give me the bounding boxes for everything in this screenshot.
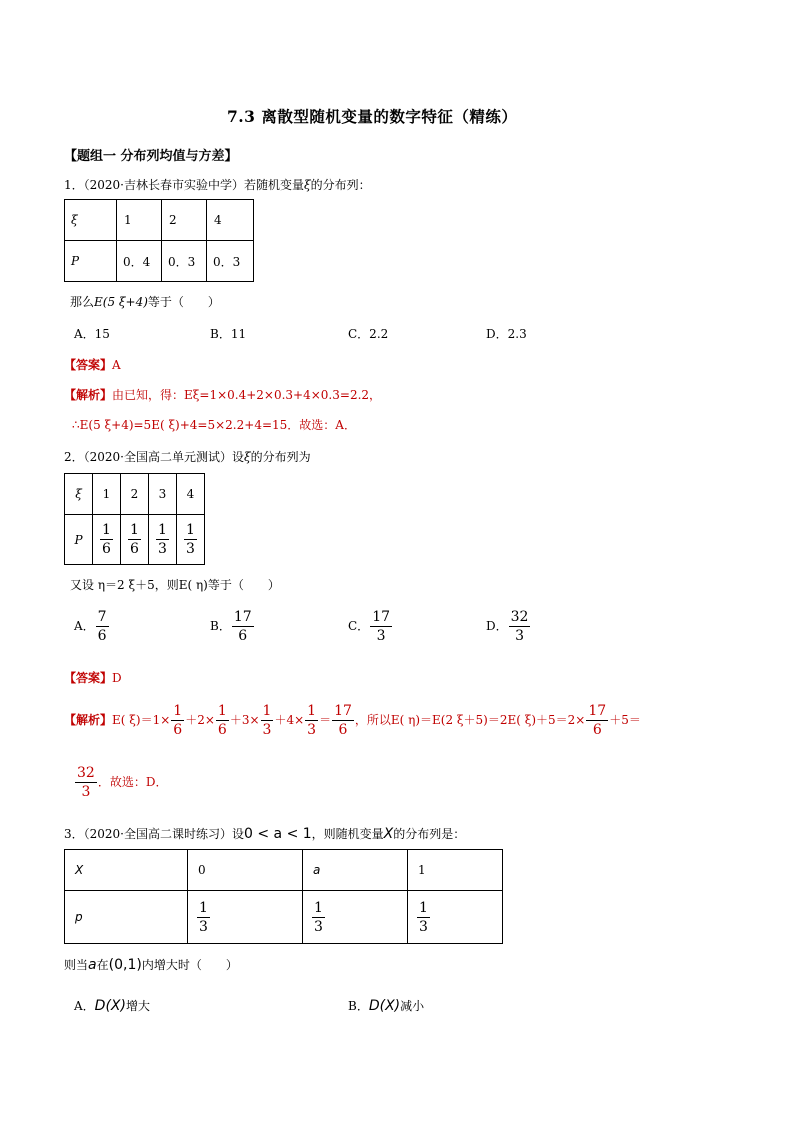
q3-option-a-text: 增大 <box>125 999 150 1013</box>
q1-table-row-values <box>65 200 254 241</box>
analysis-label: 【解析】 <box>64 713 113 727</box>
q3-stem-variable: X <box>383 826 394 842</box>
analysis-text: ＋2× <box>185 713 215 727</box>
q2-table-cell <box>121 515 149 565</box>
fraction: $\frac{7}{6}$ <box>97 609 107 644</box>
option-letter: A． <box>74 999 95 1013</box>
q3-table-cell: p <box>65 891 188 944</box>
fraction: $\frac{17}{6}$ <box>233 609 252 644</box>
fraction: $\frac{1}{3}$ <box>262 703 272 738</box>
q3-option-b <box>348 997 424 1014</box>
q2-stem <box>64 448 311 465</box>
q1-table-cell: 0．4 <box>117 241 162 282</box>
q3-table-row-probabilities <box>65 891 503 944</box>
q2-table-cell: P <box>65 515 93 565</box>
q2-answer-value: D <box>112 671 122 685</box>
page-title: 7.3 离散型随机变量的数字特征（精练） <box>227 107 518 126</box>
analysis-text: ，所以E( η)＝E(2 ξ＋5)＝2E( ξ)＋5＝2× <box>354 713 586 727</box>
fraction: $\frac{17}{6}$ <box>588 703 607 738</box>
fraction: $\frac{1}{3}$ <box>307 703 317 738</box>
section-heading: 【题组一 分布列均值与方差】 <box>64 149 238 164</box>
q3-ask-pre: 则当 <box>64 958 89 972</box>
q3-table-cell <box>303 891 408 944</box>
analysis-text: ＋3× <box>229 713 260 727</box>
fraction: $\frac{1}{3}$ <box>186 522 195 557</box>
fraction: $\frac{1}{6}$ <box>130 522 139 557</box>
q2-table-cell <box>93 515 121 565</box>
q1-table-cell: 0．3 <box>162 241 207 282</box>
answer-label: 【答案】 <box>64 358 113 372</box>
q3-option-b-math: D(X) <box>368 998 401 1014</box>
q2-table-cell <box>177 515 205 565</box>
q3-ask-interval: (0,1) <box>108 957 142 973</box>
fraction: $\frac{1}{6}$ <box>173 703 183 738</box>
q1-analysis-line2: ∴E(5 ξ+4)=5E( ξ)+4=5×2.2+4=15．故选：A． <box>72 418 356 432</box>
fraction: $\frac{1}{6}$ <box>217 703 227 738</box>
q2-stem-text: 2．（2020·全国高二单元测试）设 <box>64 450 244 464</box>
q1-option-b: B．11 <box>210 327 247 341</box>
q3-table-row-values <box>65 850 503 891</box>
fraction: $\frac{32}{3}$ <box>77 765 95 800</box>
fraction: $\frac{1}{3}$ <box>419 899 428 935</box>
q1-analysis <box>64 386 381 403</box>
analysis-text: E( ξ)＝1× <box>112 713 171 727</box>
q1-table-cell: 0．3 <box>207 241 254 282</box>
q2-table-cell: 1 <box>93 474 121 515</box>
q1-analysis-expression: Eξ=1×0.4+2×0.3+4×0.3=2.2， <box>184 388 382 402</box>
q1-question <box>70 293 220 310</box>
q2-option-a <box>74 610 110 643</box>
answer-label: 【答案】 <box>64 671 113 685</box>
analysis-text: ＝ <box>319 713 332 727</box>
option-letter: A． <box>74 619 95 633</box>
option-letter: D． <box>486 619 508 633</box>
q3-stem-math: 0 < a < 1 <box>244 826 312 842</box>
q1-option-d: D．2.3 <box>486 327 527 341</box>
q1-answer <box>64 356 121 373</box>
option-letter: C． <box>348 619 370 633</box>
q3-ask-mid: 在 <box>96 958 109 972</box>
q3-ask-variable: a <box>88 957 97 973</box>
q2-analysis-line2 <box>74 766 167 799</box>
q1-analysis-text: 由已知，得： <box>112 388 185 402</box>
analysis-text: ＋4× <box>274 713 305 727</box>
q3-option-a-math: D(X) <box>94 998 126 1014</box>
q2-analysis <box>64 704 641 737</box>
q1-answer-value: A <box>112 358 121 372</box>
q3-table-cell <box>188 891 303 944</box>
q1-ask-post: 等于（ ） <box>147 295 220 309</box>
q1-stem-end: 的分布列： <box>310 178 371 192</box>
q3-ask-post: 内增大时（ ） <box>141 958 238 972</box>
q1-table-row-probabilities <box>65 241 254 282</box>
q2-table-cell: 2 <box>121 474 149 515</box>
q1-option-a: A．15 <box>74 327 110 341</box>
q2-table-row-probabilities <box>65 515 205 565</box>
fraction: $\frac{32}{3}$ <box>510 609 529 644</box>
q3-option-a <box>74 997 150 1014</box>
analysis-label: 【解析】 <box>64 388 113 402</box>
q2-question: 又设 η＝2 ξ＋5，则E( η)等于（ ） <box>70 578 280 592</box>
q3-option-b-text: 减小 <box>400 999 425 1013</box>
q1-table-cell: 4 <box>207 200 254 241</box>
fraction: $\frac{17}{6}$ <box>334 703 352 738</box>
q2-stem-symbol: ξ <box>244 450 251 464</box>
q3-table-cell <box>408 891 503 944</box>
q1-distribution-table <box>64 199 254 282</box>
q2-table-cell <box>149 515 177 565</box>
q3-stem-mid: ，则随机变量 <box>311 827 384 841</box>
q2-table-row-values <box>65 474 205 515</box>
q3-table-cell: a <box>303 850 408 891</box>
q1-ask-pre: 那么 <box>70 295 95 309</box>
fraction: $\frac{1}{3}$ <box>314 899 323 935</box>
q2-table-cell: 3 <box>149 474 177 515</box>
q2-option-b <box>210 610 255 643</box>
q1-table-cell: ξ <box>65 200 117 241</box>
q3-question <box>64 956 238 973</box>
q1-table-cell: P <box>65 241 117 282</box>
fraction: $\frac{1}{6}$ <box>102 522 111 557</box>
q1-stem <box>64 176 371 193</box>
q2-distribution-table <box>64 473 205 565</box>
q1-table-cell: 2 <box>162 200 207 241</box>
q3-stem-end: 的分布列是： <box>393 827 466 841</box>
fraction: $\frac{1}{3}$ <box>158 522 167 557</box>
q1-stem-symbol: ξ <box>304 178 311 192</box>
q2-stem-end: 的分布列为 <box>250 450 311 464</box>
q2-option-d <box>486 610 531 643</box>
q1-table-cell: 1 <box>117 200 162 241</box>
fraction: $\frac{17}{3}$ <box>372 609 391 644</box>
fraction: $\frac{1}{3}$ <box>199 899 208 935</box>
option-letter: B． <box>210 619 231 633</box>
q3-table-cell: 1 <box>408 850 503 891</box>
q3-table-cell: X <box>65 850 188 891</box>
analysis-text: ＋5＝ <box>609 713 641 727</box>
q3-stem-text: 3．（2020·全国高二课时练习）设 <box>64 827 244 841</box>
q1-ask-expression: E(5 ξ+4) <box>94 295 148 309</box>
analysis-text: ．故选：D． <box>97 775 168 789</box>
q2-answer <box>64 669 122 686</box>
q2-table-cell: ξ <box>65 474 93 515</box>
q3-distribution-table <box>64 849 503 944</box>
q3-stem <box>64 825 465 842</box>
q2-table-cell: 4 <box>177 474 205 515</box>
option-letter: B． <box>348 999 369 1013</box>
q2-option-c <box>348 610 393 643</box>
q3-table-cell: 0 <box>188 850 303 891</box>
q1-option-c: C．2.2 <box>348 327 389 341</box>
q1-stem-text: 1．（2020·吉林长春市实验中学）若随机变量 <box>64 178 304 192</box>
